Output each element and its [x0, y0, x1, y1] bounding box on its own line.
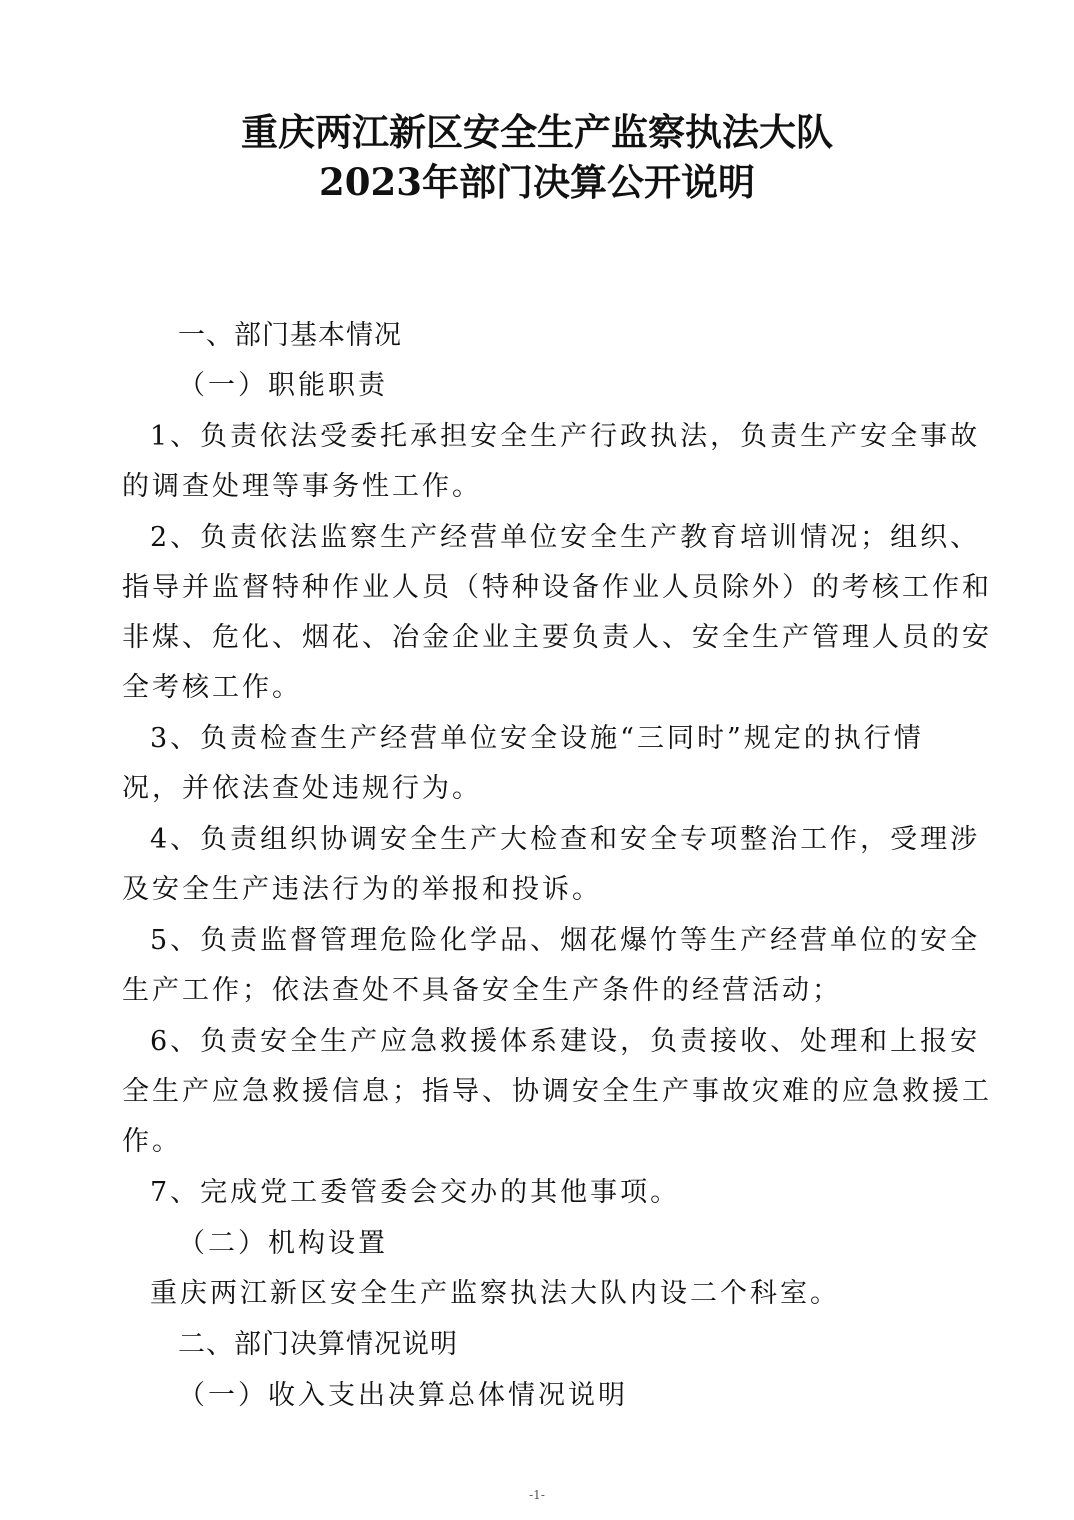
- document-title-line2: 2023年部门决算公开说明: [319, 160, 755, 204]
- section1-heading: 一、部门基本情况: [178, 320, 402, 351]
- duty-item-4-line-2: 及安全生产违法行为的举报和投诉。: [122, 874, 602, 905]
- document-title-line1: 重庆两江新区安全生产监察执法大队: [241, 110, 833, 154]
- section1-sub2-heading: （二）机构设置: [178, 1228, 388, 1259]
- duty-item-2-line-3: 非煤、危化、烟花、冶金企业主要负责人、安全生产管理人员的安: [122, 622, 992, 653]
- duty-item-2-line-2: 指导并监督特种作业人员（特种设备作业人员除外）的考核工作和: [122, 572, 992, 603]
- duty-item-7-line-1: 7、完成党工委管委会交办的其他事项。: [150, 1177, 681, 1208]
- duty-item-6-line-2: 全生产应急救援信息；指导、协调安全生产事故灾难的应急救援工: [122, 1076, 992, 1107]
- duty-item-6-line-1: 6、负责安全生产应急救援体系建设，负责接收、处理和上报安: [150, 1026, 981, 1057]
- duty-item-5-line-1: 5、负责监督管理危险化学品、烟花爆竹等生产经营单位的安全: [150, 925, 981, 956]
- page-number: -1-: [529, 1488, 545, 1502]
- duty-item-1-line-1: 1、负责依法受委托承担安全生产行政执法，负责生产安全事故: [150, 421, 981, 452]
- duty-item-4-line-1: 4、负责组织协调安全生产大检查和安全专项整治工作，受理涉: [150, 824, 981, 855]
- section2-heading: 二、部门决算情况说明: [178, 1329, 458, 1360]
- section2-sub1-heading: （一）收入支出决算总体情况说明: [178, 1380, 628, 1411]
- duty-item-5-line-2: 生产工作；依法查处不具备安全生产条件的经营活动；: [122, 975, 842, 1006]
- duty-item-2-line-1: 2、负责依法监察生产经营单位安全生产教育培训情况；组织、: [150, 522, 981, 553]
- duty-item-2-line-4: 全考核工作。: [122, 672, 302, 703]
- duty-item-3-line-1: 3、负责检查生产经营单位安全设施“三同时”规定的执行情: [150, 723, 924, 754]
- duty-item-6-line-3: 作。: [122, 1126, 182, 1157]
- duty-item-1-line-2: 的调查处理等事务性工作。: [122, 471, 482, 502]
- duty-item-3-line-2: 况，并依法查处违规行为。: [122, 773, 482, 804]
- section1-sub1-heading: （一）职能职责: [178, 370, 388, 401]
- section1-sub2-text: 重庆两江新区安全生产监察执法大队内设二个科室。: [150, 1278, 840, 1309]
